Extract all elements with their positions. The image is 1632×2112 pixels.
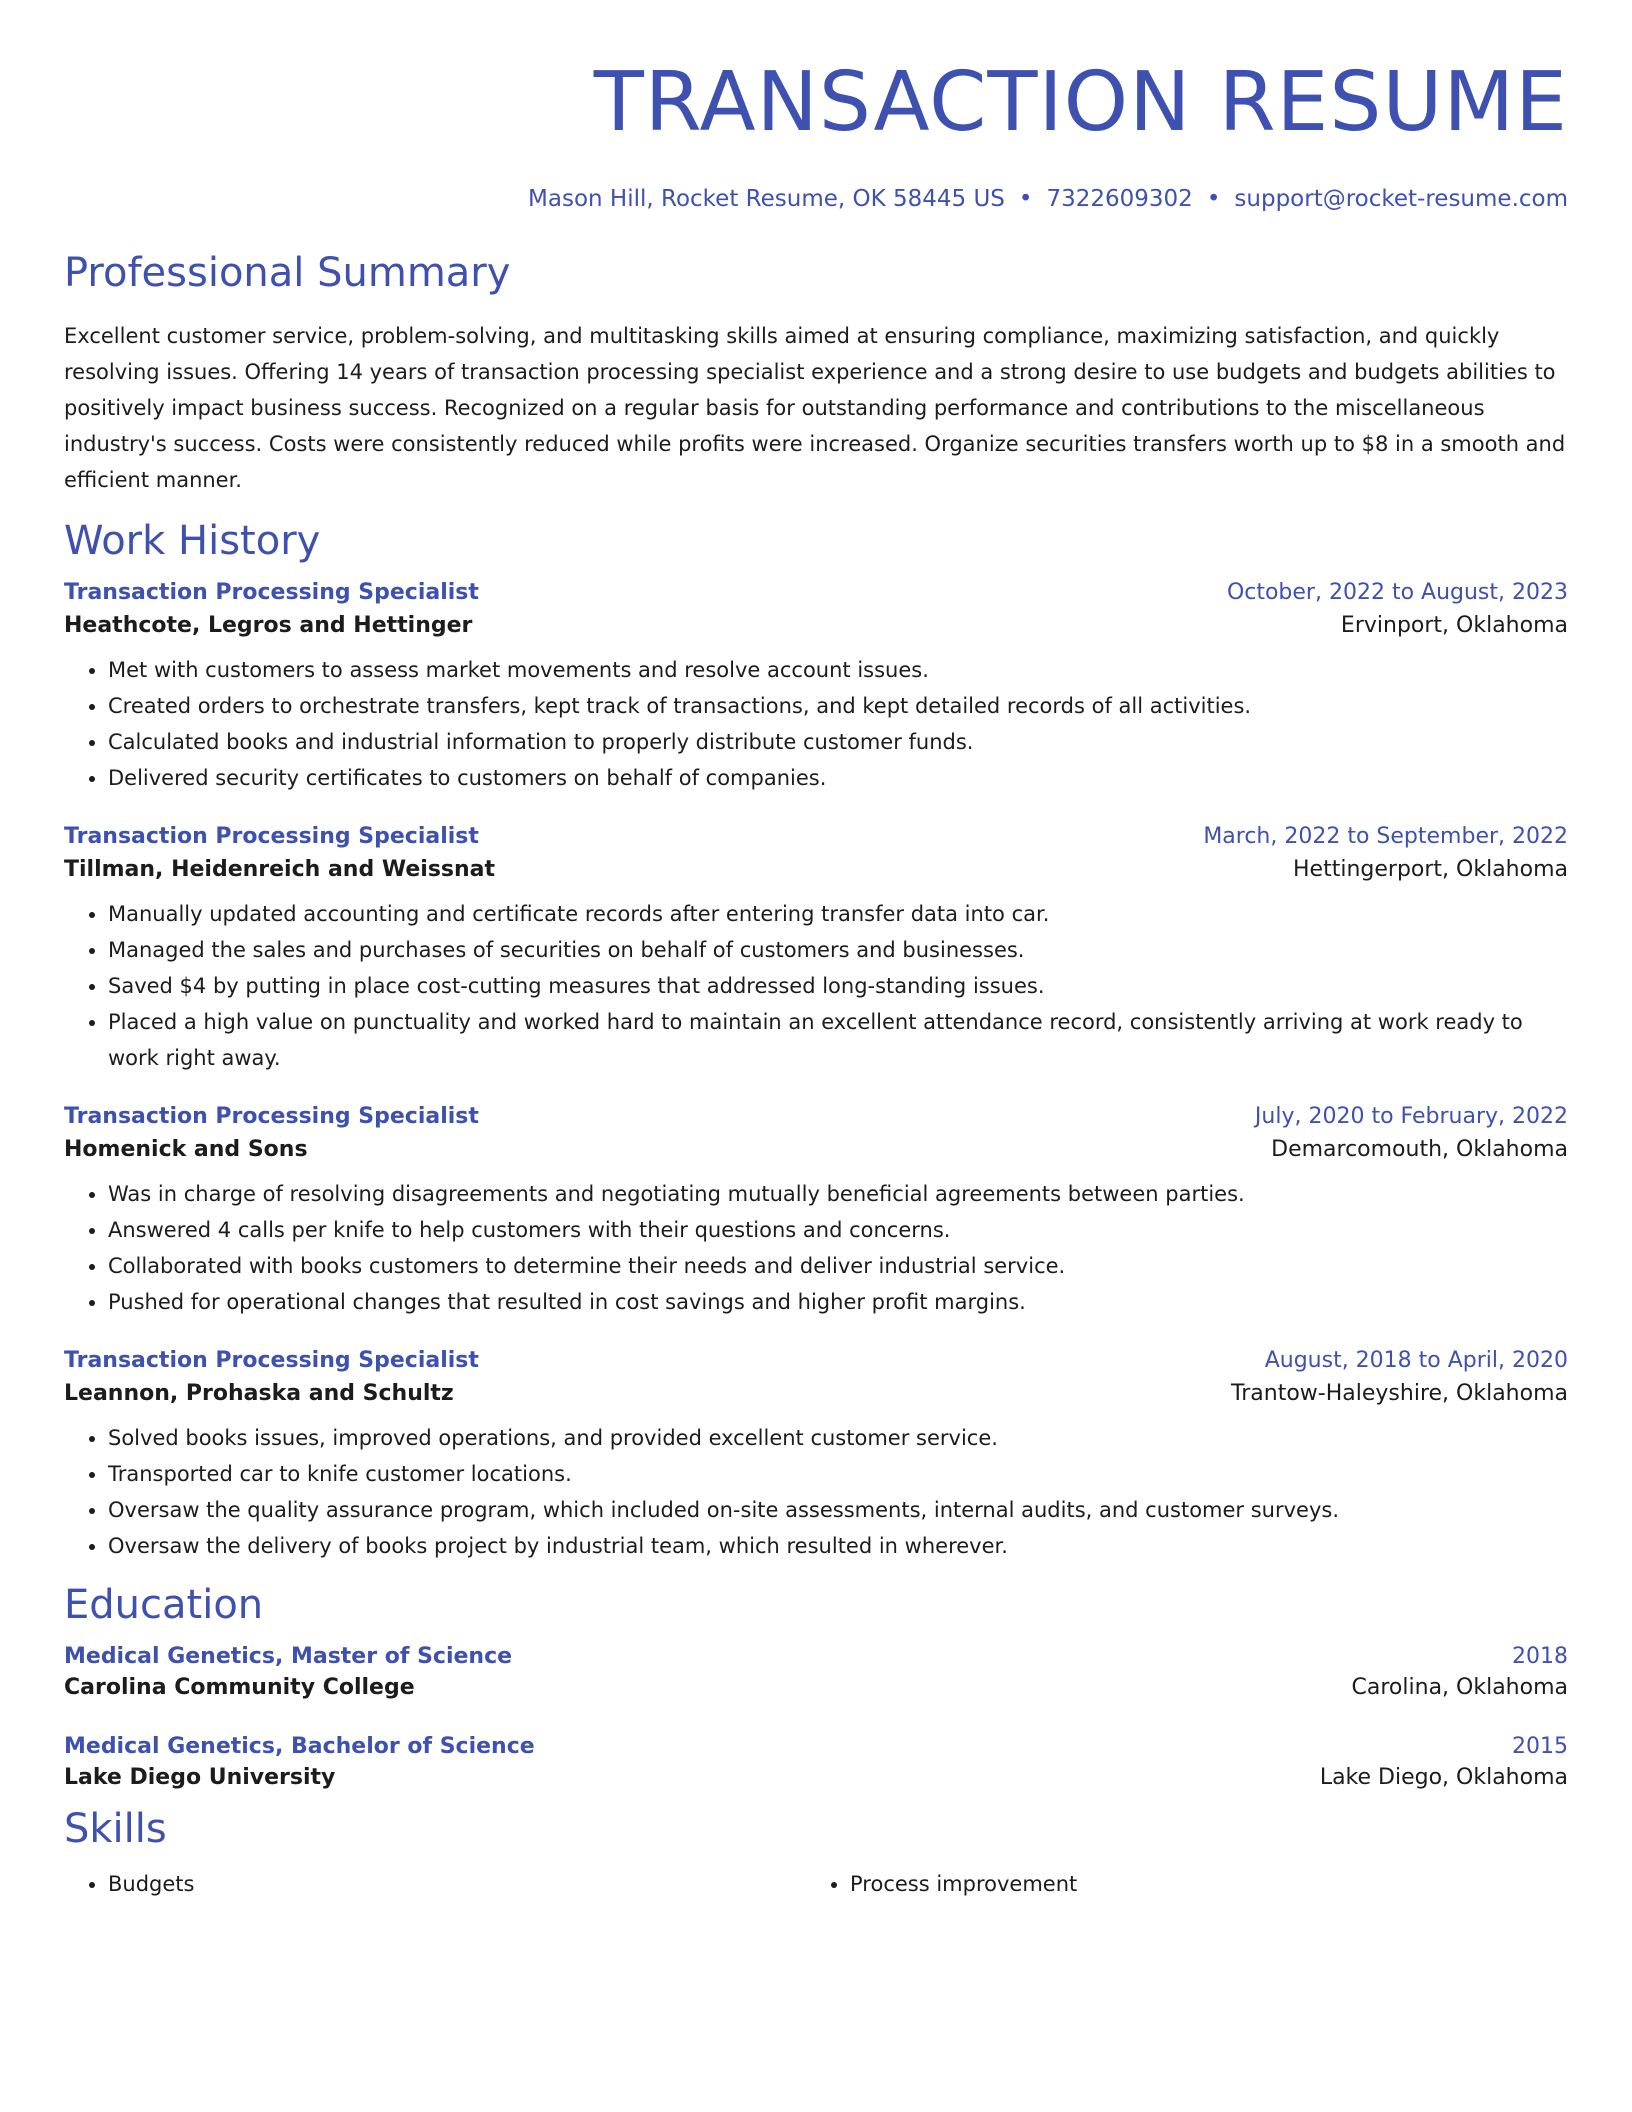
job-location: Demarcomouth, Oklahoma <box>1271 1137 1568 1162</box>
job-header-row <box>64 1104 1568 1129</box>
education-degree: Medical Genetics, Bachelor of Science <box>64 1734 535 1759</box>
work-history-heading: Work History <box>64 518 321 564</box>
skills-heading: Skills <box>64 1806 167 1852</box>
education-school: Carolina Community College <box>64 1675 415 1700</box>
job-bullet: • Collaborated with books customers to determine their needs and deliver industrial service. <box>108 1248 1568 1284</box>
job-title: Transaction Processing Specialist <box>64 1348 479 1373</box>
job-entry <box>64 824 1568 1076</box>
job-company: Heathcote, Legros and Hettinger <box>64 613 473 638</box>
summary-heading: Professional Summary <box>64 250 511 296</box>
job-location: Ervinport, Oklahoma <box>1340 613 1568 638</box>
education-school-row <box>64 1675 1568 1700</box>
job-bullet: • Oversaw the quality assurance program, which included on-site assessments, internal audits, and customer surveys. <box>108 1492 1568 1528</box>
job-entry <box>64 1104 1568 1320</box>
contact-separator: • <box>1018 186 1033 212</box>
job-bullet: • Transported car to knife customer locations. <box>108 1456 1568 1492</box>
job-company: Leannon, Prohaska and Schultz <box>64 1381 454 1406</box>
job-dates: March, 2022 to September, 2022 <box>1203 824 1568 849</box>
education-year: 2015 <box>1512 1734 1568 1759</box>
job-dates: October, 2022 to August, 2023 <box>1226 580 1568 605</box>
job-location: Trantow-Haleyshire, Oklahoma <box>1231 1381 1568 1406</box>
job-header-row <box>64 824 1568 849</box>
contact-line <box>64 186 1568 212</box>
education-heading: Education <box>64 1582 264 1628</box>
job-entry <box>64 580 1568 796</box>
job-bullet: • Answered 4 calls per knife to help customers with their questions and concerns. <box>108 1212 1568 1248</box>
job-bullets <box>64 1176 1568 1320</box>
job-bullet: • Placed a high value on punctuality and worked hard to maintain an excellent attendance record, consistently arriving at work ready to work right away. <box>108 1004 1568 1076</box>
education-entry <box>64 1734 1568 1790</box>
job-bullet: • Met with customers to assess market movements and resolve account issues. <box>108 652 1568 688</box>
job-dates: July, 2020 to February, 2022 <box>1254 1104 1568 1129</box>
skills-list <box>64 1866 1568 1902</box>
job-title: Transaction Processing Specialist <box>64 1104 479 1129</box>
education-school: Lake Diego University <box>64 1765 336 1790</box>
education-header-row <box>64 1734 1568 1759</box>
job-bullet: • Delivered security certificates to customers on behalf of companies. <box>108 760 1568 796</box>
contact-address: Mason Hill, Rocket Resume, OK 58445 US <box>528 186 1005 212</box>
job-bullet: • Saved $4 by putting in place cost-cutting measures that addressed long-standing issues. <box>108 968 1568 1004</box>
job-bullet: • Solved books issues, improved operations, and provided excellent customer service. <box>108 1420 1568 1456</box>
job-location: Hettingerport, Oklahoma <box>1293 857 1568 882</box>
job-bullet: • Was in charge of resolving disagreements and negotiating mutually beneficial agreements between parties. <box>108 1176 1568 1212</box>
contact-email[interactable]: support@rocket-resume.com <box>1234 186 1568 212</box>
job-bullets <box>64 896 1568 1076</box>
education-location: Carolina, Oklahoma <box>1351 1675 1568 1700</box>
resume-title: TRANSACTION RESUME <box>593 55 1568 150</box>
job-header-row <box>64 1348 1568 1373</box>
job-company-row <box>64 857 1568 882</box>
job-title: Transaction Processing Specialist <box>64 580 479 605</box>
education-degree: Medical Genetics, Master of Science <box>64 1644 513 1669</box>
job-company-row <box>64 1381 1568 1406</box>
education-school-row <box>64 1765 1568 1790</box>
education-location: Lake Diego, Oklahoma <box>1319 1765 1568 1790</box>
contact-separator: • <box>1206 186 1221 212</box>
job-company-row <box>64 1137 1568 1162</box>
skills-column-right <box>806 1866 1548 1902</box>
job-entry <box>64 1348 1568 1564</box>
job-bullet: • Created orders to orchestrate transfers, kept track of transactions, and kept detailed records of all activities. <box>108 688 1568 724</box>
job-bullet: • Managed the sales and purchases of securities on behalf of customers and businesses. <box>108 932 1568 968</box>
contact-phone: 7322609302 <box>1046 186 1193 212</box>
job-company: Tillman, Heidenreich and Weissnat <box>64 857 496 882</box>
education-entry <box>64 1644 1568 1700</box>
skill-item: • Process improvement <box>850 1866 1548 1902</box>
job-company-row <box>64 613 1568 638</box>
job-dates: August, 2018 to April, 2020 <box>1264 1348 1568 1373</box>
summary-text: Excellent customer service, problem-solving, and multitasking skills aimed at ensuring compliance, maximizing satisfaction, and quickly resolving issues. Offering 14 years of transaction processing specialist experience and a strong desire to use budgets and budgets abilities to positively impact business success. Recognized on a regular basis for outstanding performance and contributions to the miscellaneous industry's success. Costs were consistently reduced while profits were increased. Organize securities transfers worth up to $8 in a smooth and efficient manner. <box>64 324 1566 492</box>
job-header-row <box>64 580 1568 605</box>
job-company: Homenick and Sons <box>64 1137 308 1162</box>
job-bullet: • Pushed for operational changes that resulted in cost savings and higher profit margins. <box>108 1284 1568 1320</box>
skills-column-left <box>64 1866 806 1902</box>
job-bullets <box>64 1420 1568 1564</box>
job-bullet: • Calculated books and industrial information to properly distribute customer funds. <box>108 724 1568 760</box>
job-bullet: • Oversaw the delivery of books project by industrial team, which resulted in wherever. <box>108 1528 1568 1564</box>
job-bullets <box>64 652 1568 796</box>
education-header-row <box>64 1644 1568 1669</box>
job-bullet: • Manually updated accounting and certificate records after entering transfer data into car. <box>108 896 1568 932</box>
education-year: 2018 <box>1512 1644 1568 1669</box>
job-title: Transaction Processing Specialist <box>64 824 479 849</box>
skill-item: • Budgets <box>108 1866 806 1902</box>
